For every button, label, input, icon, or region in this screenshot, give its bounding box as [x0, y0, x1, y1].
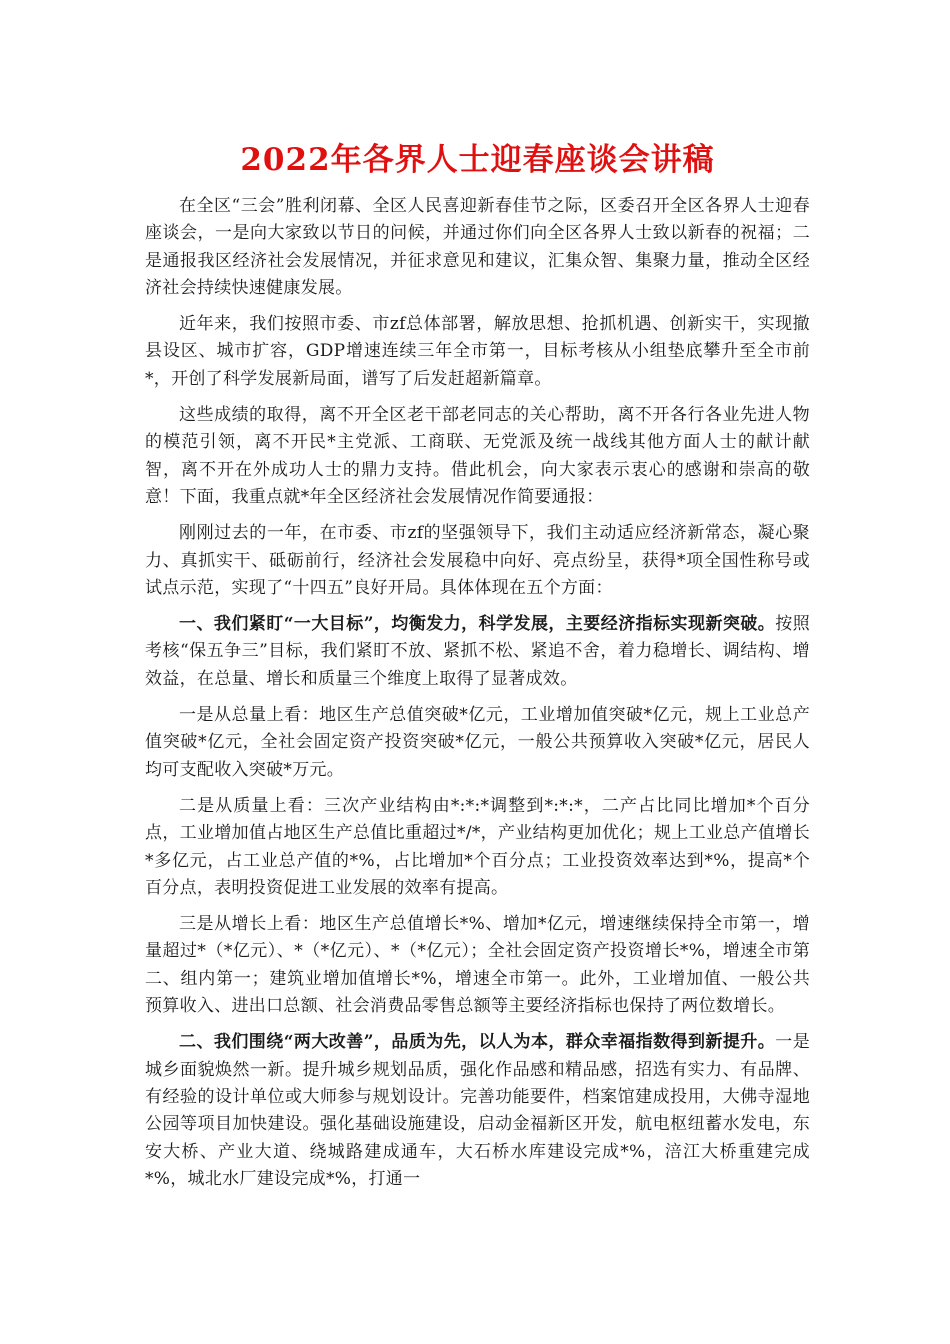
paragraph	[145, 611, 810, 693]
paragraph	[145, 1029, 810, 1193]
document-body	[145, 193, 810, 1202]
section-heading: 二、我们围绕“两大改善”，品质为先，以人为本，群众幸福指数得到新提升。	[179, 1032, 776, 1053]
paragraph	[145, 520, 810, 602]
paragraph-text: 三是从增长上看：地区生产总值增长*%、增加*亿元，增速继续保持全市第一，增量超过*（*亿元）、*（*亿元）、*（*亿元）；全社会固定资产投资增长*%，增速全市第二、组内第一；建筑业增加值增长*%，增速全市第一。此外，工业增加值、一般公共预算收入、进出口总额、社会消费品零售总额等主要经济指标也保持了两位数增长。	[145, 914, 810, 1017]
document-page	[145, 0, 810, 1344]
paragraph-text: 一是城乡面貌焕然一新。提升城乡规划品质，强化作品感和精品感，招选有实力、有品牌、有经验的设计单位或大师参与规划设计。完善功能要件，档案馆建成投用，大佛寺湿地公园等项目加快建设。强化基础设施建设，启动金福新区开发，航电枢纽蓄水发电，东安大桥、产业大道、绕城路建成通车，大石桥水库建设完成*%，涪江大桥重建完成*%，城北水厂建设完成*%，打通一	[145, 1032, 810, 1189]
paragraph	[145, 702, 810, 784]
paragraph-text: 一是从总量上看：地区生产总值突破*亿元，工业增加值突破*亿元，规上工业总产值突破*亿元，全社会固定资产投资突破*亿元，一般公共预算收入突破*亿元，居民人均可支配收入突破*万元。	[145, 705, 810, 780]
page-title: 2022年各界人士迎春座谈会讲稿	[240, 142, 715, 178]
paragraph	[145, 193, 810, 302]
paragraph-text: 按照考核“保五争三”目标，我们紧盯不放、紧抓不松、紧追不舍，着力稳增长、调结构、增效益，在总量、增长和质量三个维度上取得了显著成效。	[145, 614, 810, 689]
paragraph	[145, 402, 810, 511]
paragraph	[145, 911, 810, 1020]
paragraph-text: 刚刚过去的一年，在市委、市zf的坚强领导下，我们主动适应经济新常态，凝心聚力、真抓实干、砥砺前行，经济社会发展稳中向好、亮点纷呈，获得*项全国性称号或试点示范，实现了“十四五”良好开局。具体体现在五个方面：	[145, 523, 810, 598]
paragraph-text: 近年来，我们按照市委、市zf总体部署，解放思想、抢抓机遇、创新实干，实现撤县设区、城市扩容，GDP增速连续三年全市第一，目标考核从小组垫底攀升至全市前*，开创了科学发展新局面，谱写了后发赶超新篇章。	[145, 314, 810, 389]
paragraph-text: 二是从质量上看：三次产业结构由*:*:*调整到*:*:*，二产占比同比增加*个百分点，工业增加值占地区生产总值比重超过*/*，产业结构更加优化；规上工业总产值增长*多亿元，占工业总产值的*%，占比增加*个百分点；工业投资效率达到*%，提高*个百分点，表明投资促进工业发展的效率有提高。	[145, 795, 810, 898]
paragraph-text: 在全区“三会”胜利闭幕、全区人民喜迎新春佳节之际，区委召开全区各界人士迎春座谈会，一是向大家致以节日的问候，并通过你们向全区各界人士致以新春的祝福；二是通报我区经济社会发展情况，并征求意见和建议，汇集众智、集聚力量，推动全区经济社会持续快速健康发展。	[145, 196, 810, 298]
paragraph	[145, 311, 810, 393]
section-heading: 一、我们紧盯“一大目标”，均衡发力，科学发展，主要经济指标实现新突破。	[179, 614, 776, 635]
paragraph-text: 这些成绩的取得，离不开全区老干部老同志的关心帮助，离不开各行各业先进人物的模范引领，离不开民*主党派、工商联、无党派及统一战线其他方面人士的献计献智，离不开在外成功人士的鼎力支持。借此机会，向大家表示衷心的感谢和崇高的敬意！下面，我重点就*年全区经济社会发展情况作简要通报：	[145, 405, 810, 507]
paragraph	[145, 793, 810, 902]
